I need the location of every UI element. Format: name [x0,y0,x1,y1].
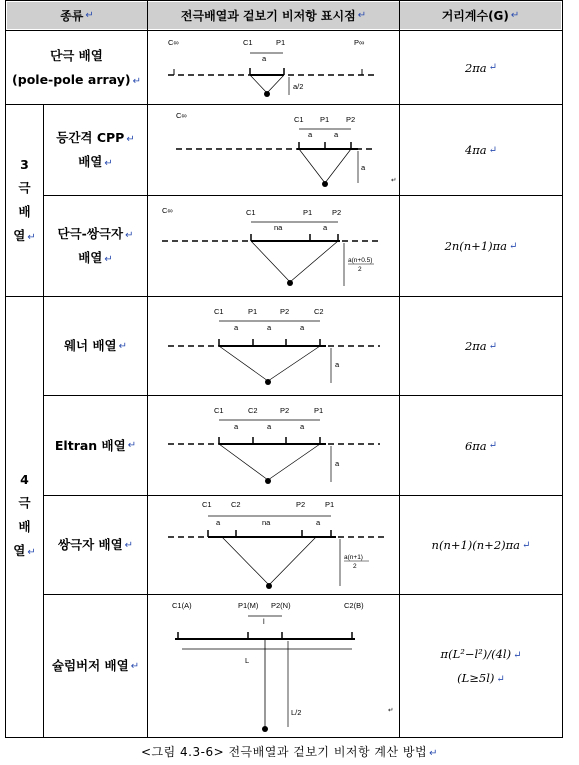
label-na: na [262,518,271,527]
label-p1: P1 [325,500,335,509]
row-name-dipole-dipole: 쌍극자 배열 ↵ [57,537,134,553]
row-name-pole-pole: 단극 배열 (pole-pole array) ↵ [12,47,141,87]
label-c2: C2 [314,307,324,316]
label-p2: P2 [346,115,356,124]
group-three-pole: 3 극 배 열 ↵ [13,156,36,243]
label-depth: a/2 [293,82,304,91]
label-depth: L/2 [291,708,302,717]
label-c-inf: C∞ [162,206,173,215]
diagram-dipole-dipole [148,496,399,594]
formula-eltran: 6πa ↵ [464,438,498,453]
header-col-array: 전극배열과 겉보기 비저항 표시점 ↵ [148,2,399,29]
label-depth-den: 2 [358,266,362,273]
label-a: a [262,54,267,63]
label-c1: C1 [246,208,256,217]
formula-pole-pole: 2πa ↵ [464,60,498,75]
label-c1: C1 [243,38,253,47]
label-p1: P1 [248,307,258,316]
label-a-1: a [308,130,313,139]
label-p2: P2 [296,500,306,509]
formula-dipole-dipole: n(n+1)(n+2)πa ↵ [431,538,531,552]
label-p1: P1 [276,38,286,47]
row-name-eltran: Eltran 배열 ↵ [54,437,137,453]
label-a-2: a [334,130,339,139]
label-a-2: a [316,518,321,527]
label-c1: C1 [214,307,224,316]
label-p1: P1 [303,208,313,217]
diagram-eltran [148,396,399,495]
label-p1: P1 [314,406,324,415]
label-c2: C2 [231,500,241,509]
label-depth: a [361,163,366,172]
label-p2: P2 [280,307,290,316]
label-p1: P1(M) [238,601,259,610]
label-depth-num: a(n+1) [344,554,363,561]
label-depth-den: 2 [353,563,357,570]
label-c2: C2 [248,406,258,415]
label-a-2: a [267,323,272,332]
label-c-inf: C∞ [176,111,187,120]
label-p2: P2 [280,406,290,415]
label-c1: C1 [202,500,212,509]
label-l: l [263,617,265,626]
diagram-pole-pole [148,31,399,104]
row-name-schlumberger: 슐럼버저 배열 ↵ [51,658,140,674]
formula-cpp: 4πa ↵ [464,143,498,157]
label-a: a [323,223,328,232]
diagram-schlumberger [148,595,399,737]
label-c-inf: C∞ [168,38,179,47]
svg-text:↵: ↵ [388,707,394,714]
label-c1: C1(A) [172,601,192,610]
formula-wenner: 2πa ↵ [464,339,498,353]
label-c1: C1 [294,115,304,124]
label-L: L [245,656,250,665]
label-c1: C1 [214,406,224,415]
label-c2: C2(B) [344,601,364,610]
label-p-inf: P∞ [354,38,365,47]
group-four-pole: 4 극 배 열 ↵ [13,471,36,558]
label-depth: a [335,459,340,468]
label-depth: a [335,360,340,369]
label-a-2: a [267,422,272,431]
diagram-pole-dipole [148,196,399,296]
header-col-factor: 거리계수(G) ↵ [400,2,561,29]
label-p2: P2(N) [271,601,291,610]
electrode-array-table [5,0,563,738]
label-na: na [274,223,283,232]
label-a-1: a [216,518,221,527]
row-name-cpp: 등간격 CPP ↵ 배열 ↵ [56,130,135,169]
formula-schlumberger: π(L²−l²)/(4l) ↵ (L≥5l) ↵ [440,646,522,685]
label-a-1: a [234,422,239,431]
header-col-type: 종류 ↵ [7,2,147,29]
formula-pole-dipole: 2n(n+1)πa ↵ [444,239,518,253]
figure-caption: <그림 4.3-6> 전극배열과 겉보기 비저항 계산 방법 ↵ [140,745,438,759]
row-name-wenner: 웨너 배열 ↵ [63,338,128,354]
label-p2: P2 [332,208,342,217]
label-depth-num: a(n+0.5) [348,257,373,264]
diagram-wenner [148,297,399,395]
diagram-cpp [148,105,399,195]
svg-text:↵: ↵ [391,177,397,184]
label-a-1: a [234,323,239,332]
row-name-pole-dipole: 단극-쌍극자 ↵ 배열 ↵ [57,226,134,265]
label-p1: P1 [320,115,330,124]
label-a-3: a [300,323,305,332]
label-a-3: a [300,422,305,431]
